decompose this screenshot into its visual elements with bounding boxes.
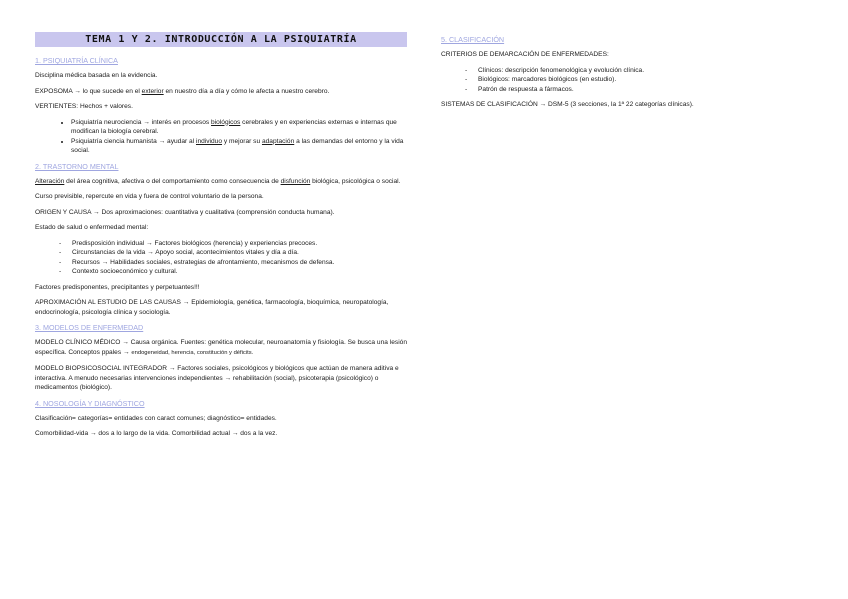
paragraph: MODELO CLÍNICO MÉDICO → Causa orgánica. Fuentes: genética molecular, neuroanatomía y fisiología. Se busca una lesión específica. Conceptos ppales → endogeneidad, herencia, constitución y déficits. bbox=[35, 339, 407, 356]
right-column bbox=[441, 32, 813, 116]
paragraph: Clasificación= categorías= entidades con caract comunes; diagnóstico= entidades. bbox=[35, 414, 277, 422]
paragraph: EXPOSOMA → lo que sucede en el exterior en nuestro día a día y cómo le afecta a nuestro cerebro. bbox=[35, 87, 330, 95]
section-heading-clasificacion: 5. CLASIFICACIÓN bbox=[441, 35, 505, 44]
list-item: • Psiquiatría ciencia humanista → ayudar al individuo y mejorar su adaptación a las demandas del entorno y la vida social. bbox=[71, 137, 407, 156]
paragraph: Factores predisponentes, precipitantes y perpetuantes!!! bbox=[35, 283, 200, 291]
list-item: - Patrón de respuesta a fármacos. bbox=[465, 85, 813, 95]
vertientes-list bbox=[35, 118, 407, 156]
paragraph: Comorbilidad-vida → dos a lo largo de la vida. Comorbilidad actual → dos a la vez. bbox=[35, 430, 278, 437]
paragraph: VERTIENTES: Hechos + valores. bbox=[35, 103, 133, 110]
paragraph: MODELO BIOPSICOSOCIAL INTEGRADOR → Factores sociales, psicológicos y biológicos que actúan de manera aditiva e interactiva. A menudo necesarias intervenciones independientes → rehabilitación (social), psicoterapia (psicológico) o medicamentos (biológico). bbox=[35, 365, 399, 391]
paragraph: Curso previsible, repercute en vida y fuera de control voluntario de la persona. bbox=[35, 193, 264, 200]
list-item: - Recursos → Habilidades sociales, estrategias de afrontamiento, mecanismos de defensa. bbox=[59, 258, 407, 268]
list-item: - Biológicos: marcadores biológicos (en estudio). bbox=[465, 75, 813, 85]
list-item: - Circunstancias de la vida → Apoyo social, acontecimientos vitales y día a día. bbox=[59, 248, 407, 258]
paragraph: Alteración del área cognitiva, afectiva o del comportamiento como consecuencia de disfunción biológica, psicológica o social. bbox=[35, 177, 401, 185]
list-item: • Psiquiatría neurociencia → interés en procesos biológicos cerebrales y en experiencias externas e internas que modifican la biología cerebral. bbox=[71, 118, 407, 137]
left-column bbox=[35, 32, 407, 445]
paragraph: Disciplina médica basada en la evidencia. bbox=[35, 72, 158, 79]
list-item: - Contexto socioeconómico y cultural. bbox=[59, 267, 407, 277]
paragraph: SISTEMAS DE CLASIFICACIÓN → DSM-5 (3 secciones, la 1ª 22 categorías clínicas). bbox=[441, 101, 694, 108]
section-heading-psiquiatria-clinica: 1. PSIQUIATRÍA CLÍNICA bbox=[35, 56, 118, 65]
criterios-list bbox=[441, 66, 813, 95]
page-title: TEMA 1 Y 2. INTRODUCCIÓN A LA PSIQUIATRÍA bbox=[35, 32, 407, 47]
section-heading-nosologia: 4. NOSOLOGÍA Y DIAGNÓSTICO bbox=[35, 398, 145, 408]
list-item: - Predisposición individual → Factores biológicos (herencia) y experiencias precoces. bbox=[59, 239, 407, 249]
list-item: - Clínicos: descripción fenomenológica y evolución clínica. bbox=[465, 66, 813, 76]
salud-mental-list bbox=[35, 239, 407, 277]
section-heading-modelos-enfermedad: 3. MODELOS DE ENFERMEDAD bbox=[35, 323, 144, 332]
paragraph: APROXIMACIÓN AL ESTUDIO DE LAS CAUSAS → Epidemiología, genética, farmacología, bioquímica, neuropatología, endocrinología, psicología clínica y sociología. bbox=[35, 299, 389, 316]
section-heading-trastorno-mental: 2. TRASTORNO MENTAL bbox=[35, 161, 119, 171]
paragraph: Estado de salud o enfermedad mental: bbox=[35, 224, 149, 231]
paragraph: CRITERIOS DE DEMARCACIÓN DE ENFERMEDADES: bbox=[441, 51, 609, 58]
paragraph: ORIGEN Y CAUSA → Dos aproximaciones: cuantitativa y cualitativa (comprensión conducta humana). bbox=[35, 208, 335, 216]
